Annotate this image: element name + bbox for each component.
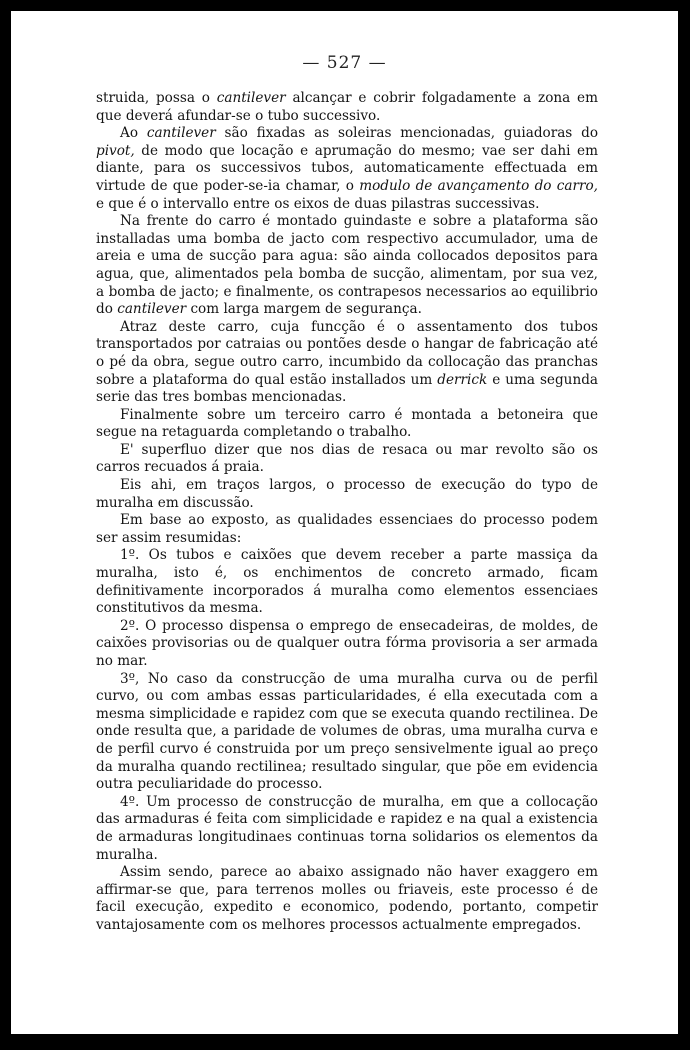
text-run: alcançar e cobrir folgadamente a zona em que deverá afundar-se o tubo successivo. <box>96 90 598 124</box>
paragraph <box>96 864 598 934</box>
text-run: E' superfluo dizer que nos dias de resaca ou mar revolto são os carros recuados á praia. <box>96 441 598 476</box>
paragraph <box>96 671 598 794</box>
text-run: de modo que locação e aprumação do mesmo; vae ser dahi em diante, para os successivos tubos, automaticamente effectuada em virtude de que poder-se-ia chamar, o <box>96 142 598 194</box>
paragraph <box>96 319 598 407</box>
text-run: com larga margem de segurança. <box>186 301 422 318</box>
text-run: e uma segunda serie das tres bombas mencionadas. <box>96 371 598 406</box>
paragraph <box>96 125 598 213</box>
text-run: struida, possa o <box>96 90 217 106</box>
text-run: Eis ahi, em traços largos, o processo de execução do typo de muralha em discussão. <box>96 477 598 511</box>
paragraph <box>96 407 598 442</box>
page-number: — 527 — <box>302 53 387 73</box>
text-run: 2º. O processo dispensa o emprego de ensecadeiras, de moldes, de caixões provisorias ou de qualquer outra fórma provisoria a ser armada no mar. <box>96 617 598 669</box>
text-run: Finalmente sobre um terceiro carro é montada a betoneira que segue na retaguarda completando o trabalho. <box>96 406 598 441</box>
text-run: Assim sendo, parece ao abaixo assignado não haver exaggero em affirmar-se que, para terrenos molles ou friaveis, este processo é de facil execução, expedito e economico, podendo, portanto, competir vantajosamente com os melhores processos actualmente empregados. <box>96 864 598 933</box>
text-run: Em base ao exposto, as qualidades essenciaes do processo podem ser assim resumidas: <box>96 512 598 546</box>
text-run: 3º, No caso da construcção de uma muralha curva ou de perfil curvo, ou com ambas essas particularidades, é ella executada com a mesma simplicidade e rapidez com que se executa quando rectilinea. De onde resulta que, a paridade de volumes de obras, uma muralha curva e de perfil curvo é construida por um preço sensivelmente igual ao preço da muralha quando rectilinea; resultado singular, que põe em evidencia outra peculiaridade do processo. <box>96 670 598 793</box>
text-run: 4º. Um processo de construcção de muralha, em que a collocação das armaduras é feita com simplicidade e rapidez e na qual a existencia de armaduras longitudinaes continuas torna solidarios os elementos da muralha. <box>96 793 598 863</box>
text-run: são fixadas as soleiras mencionadas, guiadoras do <box>215 125 598 142</box>
paragraph <box>96 794 598 864</box>
paragraph <box>96 442 598 477</box>
italic-text: modulo de avançamento do carro, <box>359 177 598 194</box>
text-run: 1º. Os tubos e caixões que devem receber a parte massiça da muralha, isto é, os enchimentos de concreto armado, ficam definitivamente incorporados á muralha como elementos essenciaes constitutivos da mesma. <box>96 547 598 617</box>
paragraph <box>96 512 598 547</box>
text-run: e que é o intervallo entre os eixos de duas pilastras successivas. <box>96 195 540 212</box>
paragraph <box>96 213 598 319</box>
text-run: Na frente do carro é montado guindaste e sobre a plataforma são installadas uma bomba de jacto com respectivo accumulador, uma de areia e uma de sucção para agua: são ainda collocados depositos para agua, que, alimentados pela bomba de sucção, alimentam, por sua vez, a bomba de jacto; e finalmente, os contrapesos necessarios ao equilibrio do <box>96 213 598 318</box>
body-text <box>96 90 598 935</box>
paragraph <box>96 90 598 125</box>
italic-text: cantilever <box>216 90 286 106</box>
italic-text: cantilever <box>117 301 187 318</box>
paragraph <box>96 547 598 617</box>
paragraph <box>96 618 598 671</box>
paragraph <box>96 477 598 512</box>
text-run: Atraz deste carro, cuja funcção é o assentamento dos tubos transportados por catraias ou pontões desde o hangar de fabricação até o pé da obra, segue outro carro, incumbido da collocação das pranchas sobre a plataforma do qual estão installados um <box>96 318 598 388</box>
italic-text: derrick <box>437 371 488 388</box>
italic-text: pivot, <box>96 142 135 159</box>
document-page <box>11 11 678 1034</box>
text-run: Ao <box>120 125 147 142</box>
italic-text: cantilever <box>146 125 216 142</box>
